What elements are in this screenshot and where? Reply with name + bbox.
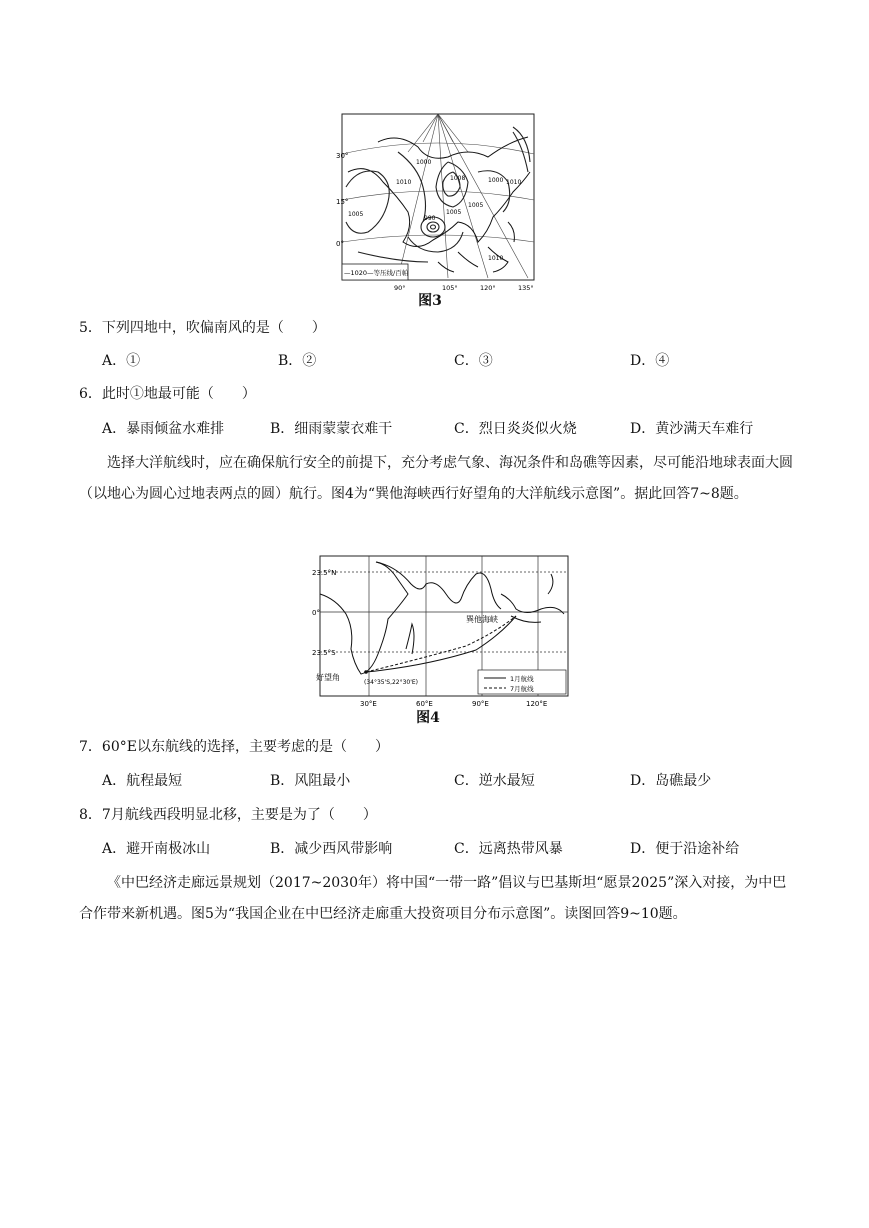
lat-label-15: 15° bbox=[336, 198, 349, 206]
q8-option-a[interactable]: A．避开南极冰山 bbox=[102, 841, 211, 857]
fig3-legend: —1020—等压线/百帕 bbox=[344, 269, 409, 277]
sunda-strait-label: 巽他海峡 bbox=[466, 615, 498, 624]
lon-label-60e: 60°E bbox=[416, 700, 433, 708]
q6-stem: 6．此时①地最可能（ ） bbox=[79, 386, 256, 402]
lat-label-equator: 0° bbox=[312, 609, 320, 617]
lat-label-23s: 23.5°S bbox=[312, 649, 336, 657]
q8-stem: 8．7月航线西段明显北移，主要是为了（ ） bbox=[79, 807, 377, 823]
q7-option-a[interactable]: A．航程最短 bbox=[102, 773, 183, 789]
lon-label-120e: 120°E bbox=[526, 700, 548, 708]
isobar-label: 1010 bbox=[488, 255, 504, 262]
q5-stem: 5．下列四地中，吹偏南风的是（ ） bbox=[79, 320, 326, 336]
q8-option-b[interactable]: B．减少西风带影响 bbox=[270, 841, 393, 857]
figure-4-caption: 图4 bbox=[416, 710, 440, 726]
cape-coords-label: (34°35'S,22°30'E) bbox=[364, 679, 419, 686]
isobar-label: 1010 bbox=[396, 179, 412, 186]
q5-option-c[interactable]: C．③ bbox=[454, 353, 493, 369]
lat-label-0: 0° bbox=[336, 240, 344, 248]
lon-label-105: 105° bbox=[442, 284, 458, 292]
cape-good-hope-label: 好望角 bbox=[316, 673, 340, 682]
figure-3-caption: 图3 bbox=[418, 293, 442, 309]
intro-7-8-paragraph: 选择大洋航线时，应在确保航行安全的前提下，充分考虑气象、海况条件和岛礁等因素，尽可能沿地球表面大圆（以地心为圆心过地表两点的圆）航行。图4为“巽他海峡西行好望角的大洋航线示意图”。据此回答7~8题。 bbox=[79, 455, 793, 502]
lat-label-23n: 23.5°N bbox=[312, 569, 337, 577]
isobar-label: 990 bbox=[424, 215, 436, 222]
legend-july: 7月航线 bbox=[510, 685, 534, 693]
ocean-route-map-svg bbox=[312, 554, 572, 708]
figure-3-map bbox=[338, 112, 538, 292]
q6-option-c[interactable]: C．烈日炎炎似火烧 bbox=[454, 421, 577, 437]
q7-option-d[interactable]: D．岛礁最少 bbox=[630, 773, 712, 789]
lon-label-135: 135° bbox=[518, 284, 534, 292]
isobar-label: 1000 bbox=[488, 177, 504, 184]
q7-option-b[interactable]: B．风阻最小 bbox=[270, 773, 351, 789]
isobar-map-svg bbox=[338, 112, 538, 292]
lon-label-30e: 30°E bbox=[360, 700, 377, 708]
isobar-label: 1005 bbox=[446, 209, 462, 216]
lon-label-90: 90° bbox=[394, 284, 406, 292]
isobar-label: 1000 bbox=[416, 159, 432, 166]
lat-label-30: 30° bbox=[336, 152, 349, 160]
q5-option-a[interactable]: A．① bbox=[102, 353, 141, 369]
q5-option-d[interactable]: D．④ bbox=[630, 353, 670, 369]
q6-option-b[interactable]: B．细雨蒙蒙衣难干 bbox=[270, 421, 393, 437]
q7-stem: 7．60°E以东航线的选择，主要考虑的是（ ） bbox=[79, 739, 389, 755]
q8-option-d[interactable]: D．便于沿途补给 bbox=[630, 841, 740, 857]
intro-9-10-paragraph: 《中巴经济走廊远景规划（2017~2030年）将中国“一带一路”倡议与巴基斯坦“愿景2025”深入对接，为中巴合作带来新机遇。图5为“我国企业在中巴经济走廊重大投资项目分布示意图”。读图回答9~10题。 bbox=[79, 875, 787, 922]
figure-4-map bbox=[312, 554, 572, 708]
q5-option-b[interactable]: B．② bbox=[278, 353, 317, 369]
isobar-label: 1008 bbox=[450, 175, 466, 182]
q8-option-c[interactable]: C．远离热带风暴 bbox=[454, 841, 563, 857]
lon-label-90e: 90°E bbox=[472, 700, 489, 708]
q7-option-c[interactable]: C．逆水最短 bbox=[454, 773, 535, 789]
isobar-label: 1010 bbox=[506, 179, 522, 186]
legend-january: 1月航线 bbox=[510, 675, 534, 683]
q6-option-a[interactable]: A．暴雨倾盆水难排 bbox=[102, 421, 225, 437]
isobar-label: 1005 bbox=[348, 211, 364, 218]
isobar-label: 1005 bbox=[468, 202, 484, 209]
q6-option-d[interactable]: D．黄沙满天车难行 bbox=[630, 421, 754, 437]
lon-label-120: 120° bbox=[480, 284, 496, 292]
